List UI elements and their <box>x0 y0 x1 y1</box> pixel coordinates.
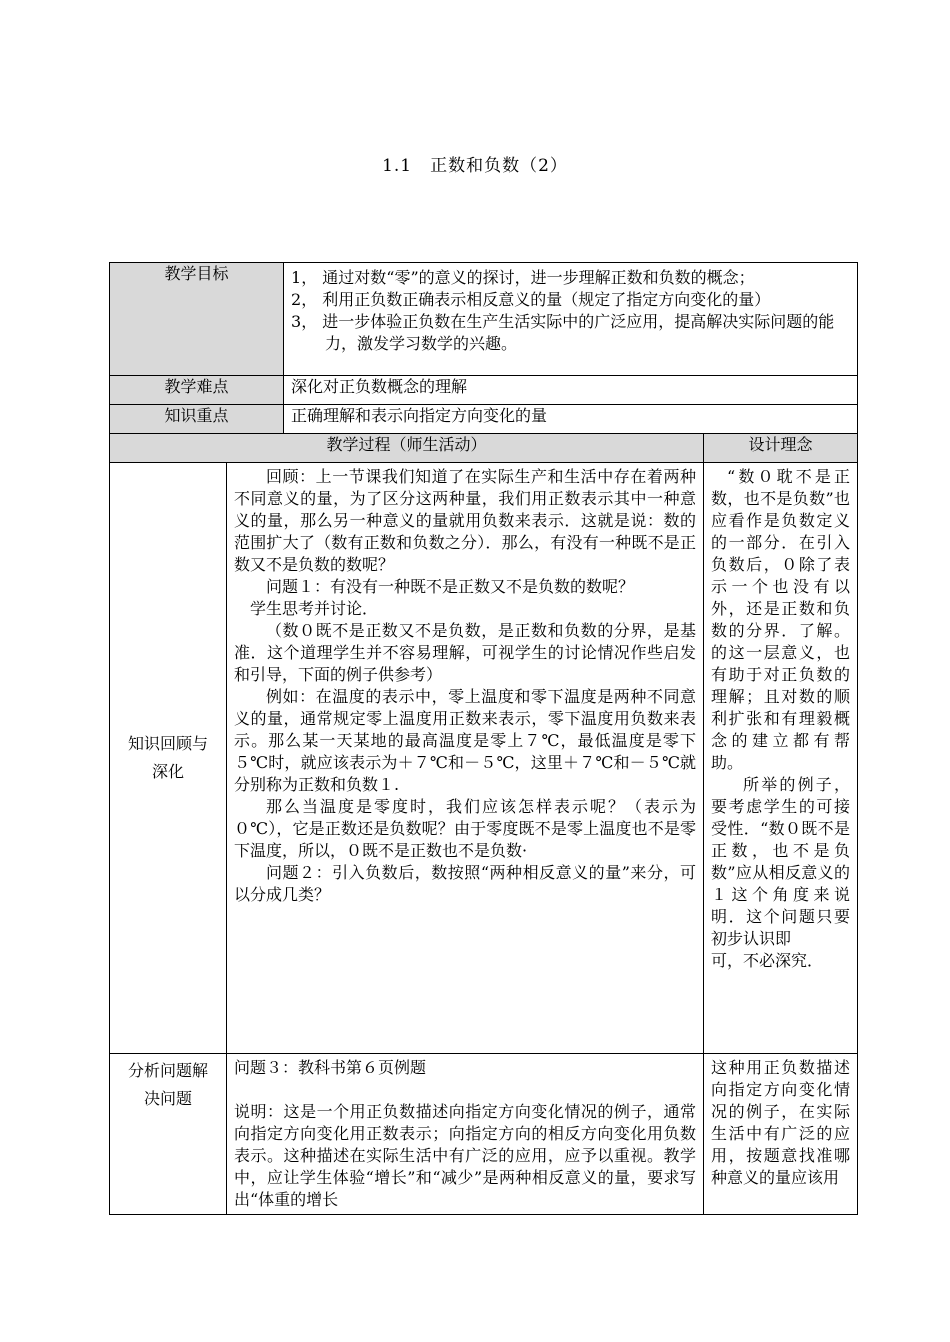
analysis-paragraph: 说明：这是一个用正负数描述向指定方向变化情况的例子，通常向指定方向变化用正数表示；向指定方向的相反方向变化用负数表示。这种描述在实际生活中有广泛的应用，应予以重视。教学中，应让学生体验“增长”和“减少”是两种相反意义的量，要求写出“体重的增长 <box>234 1102 697 1209</box>
review-content <box>227 463 704 1054</box>
design-header: 设计理念 <box>704 434 858 463</box>
difficulty-label: 教学难点 <box>110 376 284 405</box>
analysis-content <box>227 1054 704 1215</box>
keypoint-row <box>110 405 858 434</box>
objective-item: 1， 通过对数“零”的意义的探讨，进一步理解正数和负数的概念； <box>291 268 755 287</box>
analysis-design <box>704 1054 858 1215</box>
analysis-design-text: 这种用正负数描述向指定方向变化情况的例子，在实际生活中有广泛的应用，按题意找准哪种意义的量应该用 <box>711 1058 851 1187</box>
review-design-text: 可，不必深究． <box>711 951 824 970</box>
objective-item: 2， 利用正负数正确表示相反意义的量（规定了指定方向变化的量） <box>291 290 771 309</box>
review-label-text: 知识回顾与深化 <box>128 734 209 781</box>
review-design-text: “数０耽不是正数，也不是负数”也应看作是负数定义的一部分．在引入负数后，０除了表示一个也没有以外，还是正数和负数的分界．了解。的这一层意义，也有助于对正负数的理解；且对数的顺利扩张和有理毅概念的建立都有帮助。 <box>711 467 851 772</box>
review-paragraph: 问题１：有没有一种既不是正数又不是负数的数呢？ <box>266 577 635 596</box>
review-paragraph: 问题２：引入负数后，数按照“两种相反意义的量”来分，可以分成几类？ <box>234 863 697 904</box>
keypoint-value: 正确理解和表示向指定方向变化的量 <box>284 405 858 434</box>
review-row <box>110 463 858 1054</box>
process-header: 教学过程（师生活动） <box>110 434 704 463</box>
objective-item: 3， 进一步体验正负数在生产生活实际中的广泛应用，提高解决实际问题的能力，激发学习数学的兴趣。 <box>291 312 835 353</box>
review-paragraph: 例如：在温度的表示中，零上温度和零下温度是两种不同意义的量，通常规定零上温度用正数来表示，零下温度用负数来表示。那么某一天某地的最高温度是零上７℃，最低温度是零下５℃时，就应该表示为＋７℃和－５℃，这里＋７℃和－５℃就分别称为正数和负数１. <box>234 687 697 794</box>
analysis-paragraph: 问题３：教科书第６页例题 <box>234 1058 427 1077</box>
objectives-cell <box>284 263 858 376</box>
page-title: 1.1 正数和负数（2） <box>382 156 568 176</box>
difficulty-row <box>110 376 858 405</box>
difficulty-value: 深化对正负数概念的理解 <box>284 376 858 405</box>
review-label <box>110 463 227 1054</box>
review-paragraph: 回顾：上一节课我们知道了在实际生产和生活中存在着两种不同意义的量，为了区分这两种量，我们用正数表示其中一种意义的量，那么另一种意义的量就用负数来表示．这就是说：数的范围扩大了（数有正数和负数之分）．那么，有没有一种既不是正数又不是负数的数呢？ <box>234 467 697 574</box>
analysis-row <box>110 1054 858 1215</box>
keypoint-label: 知识重点 <box>110 405 284 434</box>
objectives-label: 教学目标 <box>110 263 284 376</box>
review-paragraph: 学生思考并讨论． <box>250 599 379 618</box>
review-paragraph: 那么当温度是零度时，我们应该怎样表示呢？（表示为０℃），它是正数还是负数呢？由于零度既不是零上温度也不是零下温度，所以，０既不是正数也不是负数· <box>234 797 697 860</box>
section-header-row <box>110 434 858 463</box>
review-design-text: 所举的例子，要考虑学生的可接受性．“数０既不是正数，也不是负数”应从相反意义的１这个角度来说明．这个问题只要初步认识即 <box>711 775 851 948</box>
review-paragraph: （数０既不是正数又不是负数，是正数和负数的分界，是基准．这个道理学生并不容易理解，可视学生的讨论情况作些启发和引导，下面的例子供参考） <box>234 621 697 684</box>
analysis-label <box>110 1054 227 1215</box>
lesson-plan-table <box>109 262 858 1215</box>
objectives-row <box>110 263 858 376</box>
objectives-list <box>291 267 850 355</box>
analysis-label-text: 分析问题解决问题 <box>128 1061 209 1108</box>
review-design <box>704 463 858 1054</box>
